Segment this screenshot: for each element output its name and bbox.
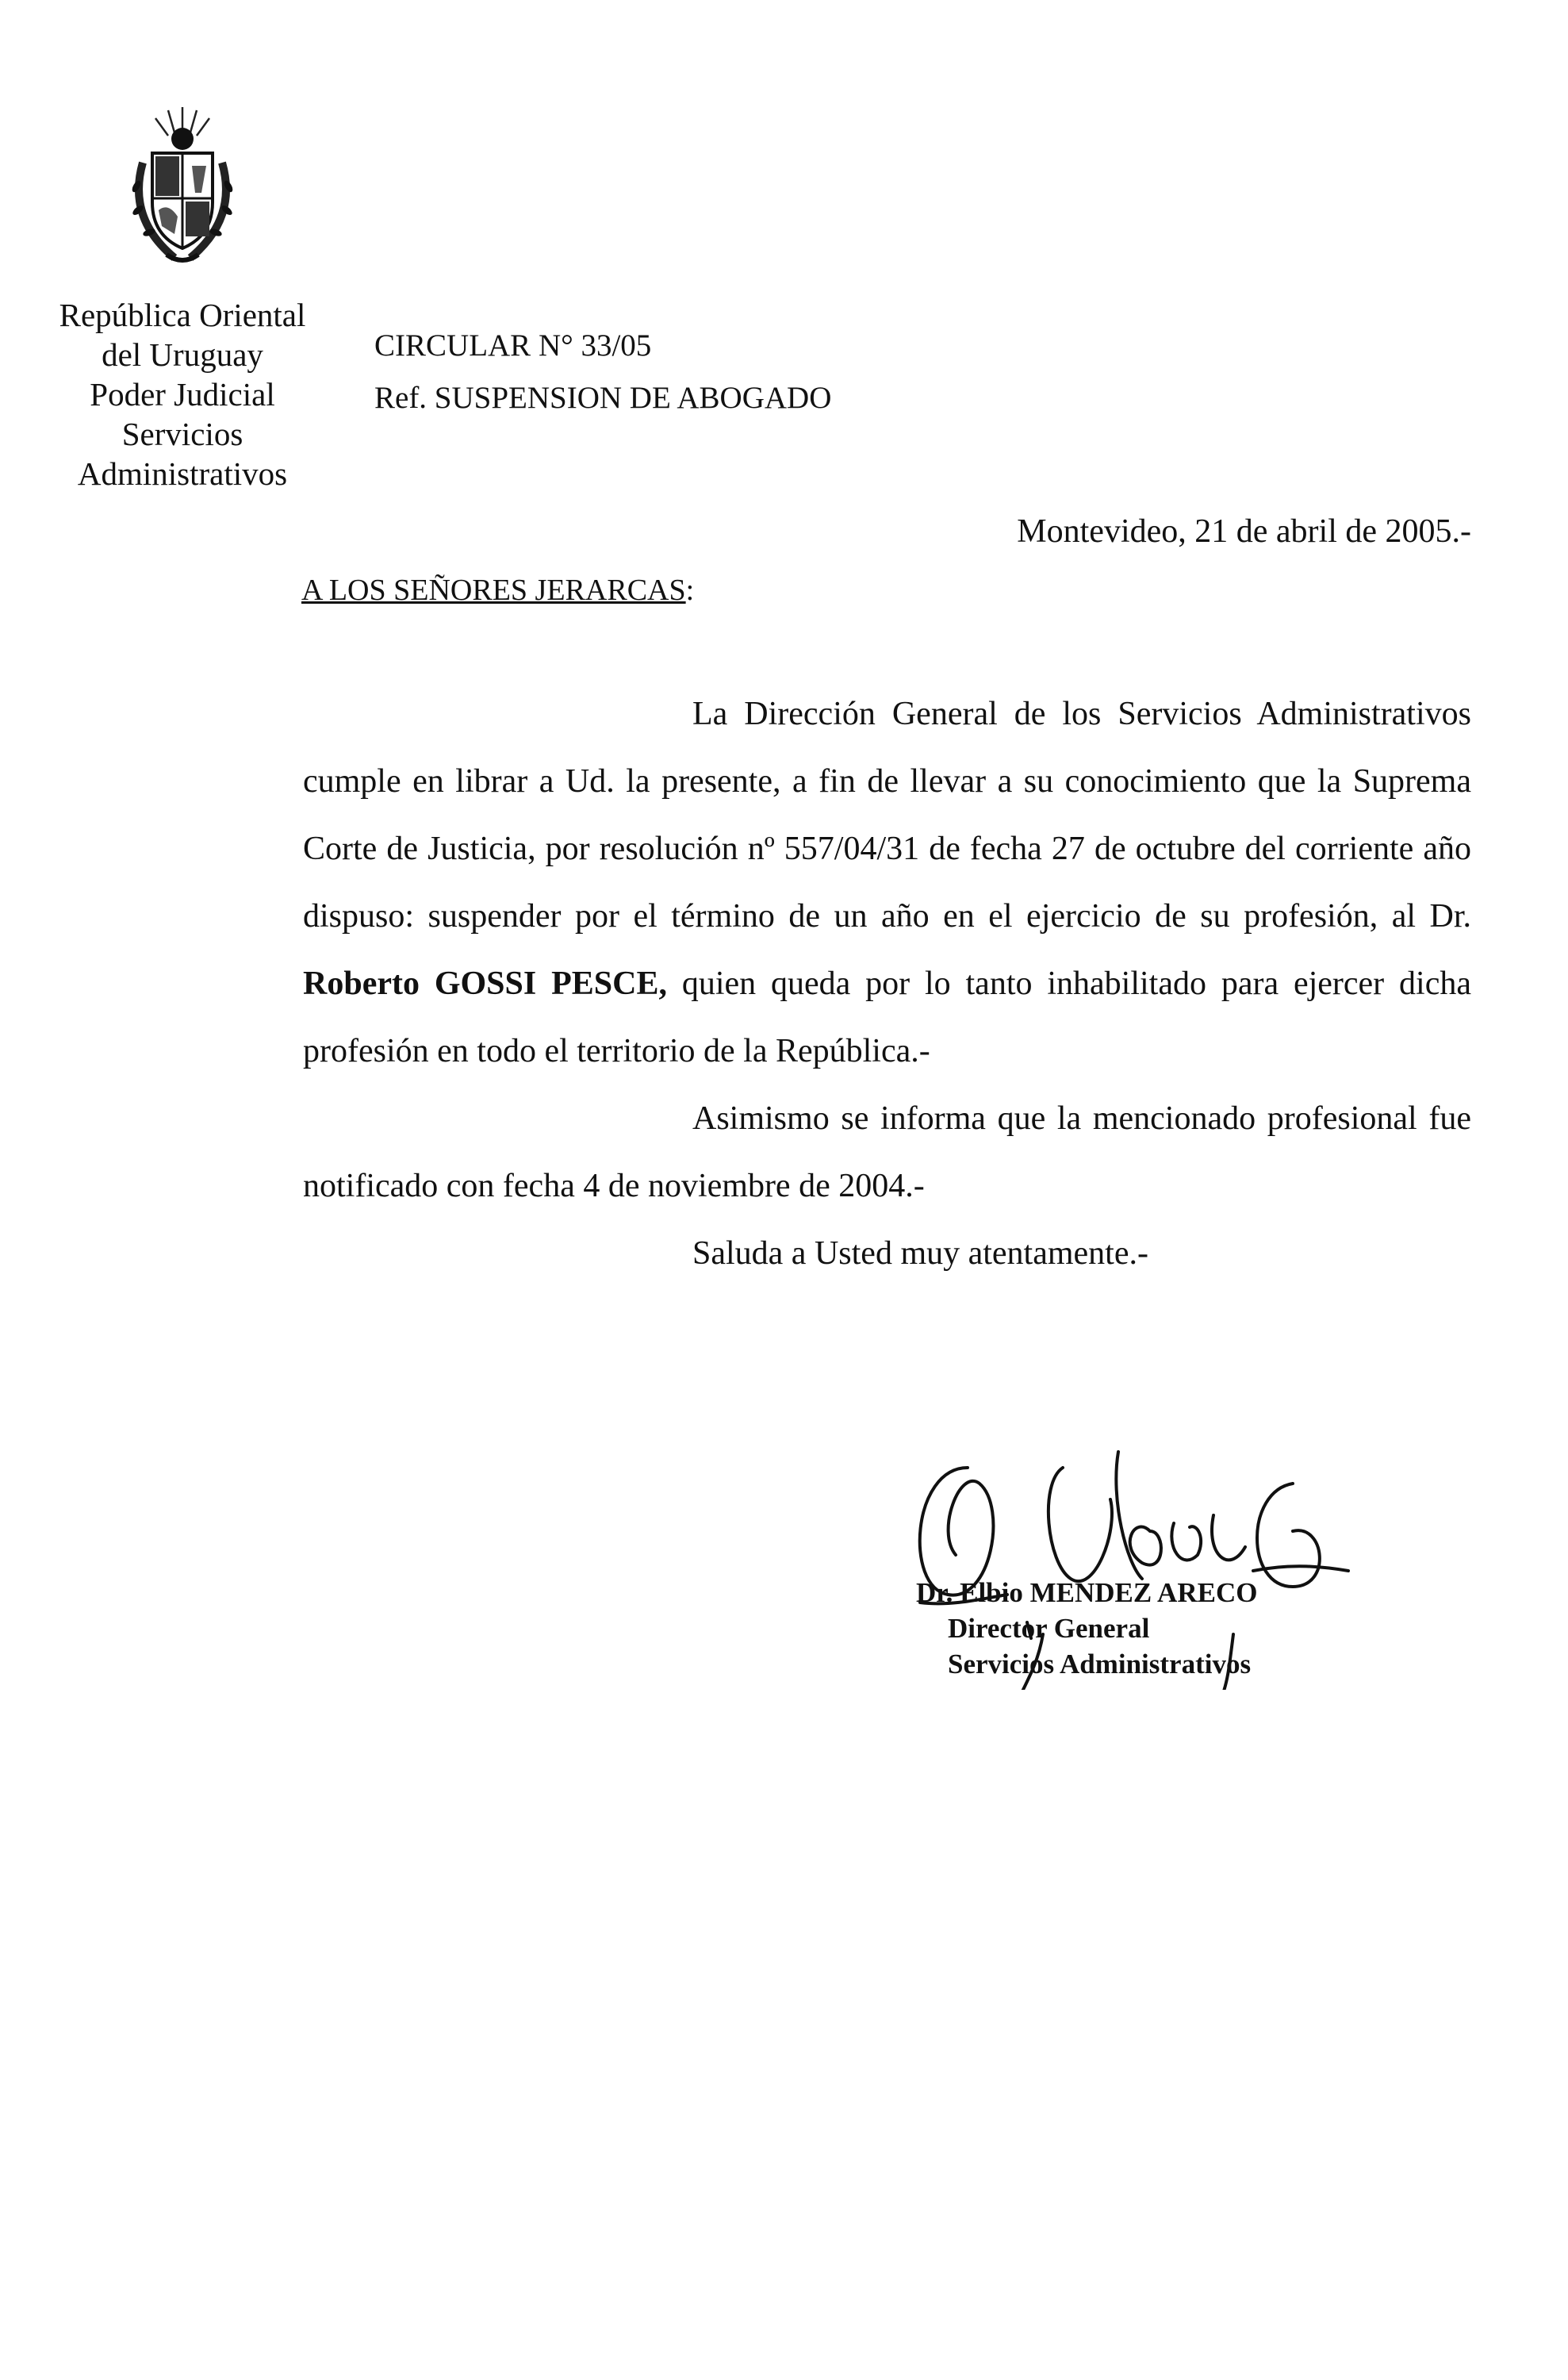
letter-body [303, 681, 1471, 1288]
body-text: La Dirección General de los Servicios Administrativos cumple en librar a Ud. la presente, a fin de llevar a su conocimiento que la Suprema Corte de Justicia, por resolución nº 557/04/31 de fecha 27 de octubre del corriente año dispuso: suspender por el término de un año en el ejercicio de su profesión, al Dr. [303, 696, 1471, 935]
reference-line: Ref. SUSPENSION DE ABOGADO [374, 381, 832, 415]
date-line: Montevideo, 21 de abril de 2005.- [1017, 513, 1471, 550]
addressee [301, 571, 694, 609]
institution-line: República Oriental [59, 297, 306, 333]
body-text: quien queda por lo tanto inhabilitado para ejercer dicha profesión en todo el territorio de la República.- [303, 965, 1471, 1069]
institution-line: Servicios [121, 416, 243, 452]
institution-name [48, 295, 317, 493]
signer-title: Director General [948, 1613, 1150, 1644]
signer-department: Servicios Administrativos [948, 1649, 1252, 1679]
signer-name: Dr. Elbio MENDEZ ARECO [916, 1577, 1258, 1608]
body-paragraph-1 [303, 681, 1471, 1085]
suspended-lawyer-name: Roberto GOSSI PESCE, [303, 965, 667, 1002]
signer-block [916, 1575, 1257, 1682]
body-paragraph-2: Asimismo se informa que la mencionado profesional fue notificado con fecha 4 de noviembre de 2004.- [303, 1100, 1471, 1204]
addressee-colon: : [685, 574, 695, 607]
addressee-label: A LOS SEÑORES JERARCAS [301, 574, 686, 607]
circular-number: CIRCULAR N° 33/05 [374, 328, 652, 363]
institution-line: Poder Judicial [90, 376, 275, 413]
institution-line: Administrativos [77, 455, 288, 492]
closing-line: Saluda a Usted muy atentamente.- [692, 1235, 1148, 1272]
institution-line: del Uruguay [102, 336, 263, 373]
coat-of-arms-seal-icon [119, 99, 246, 274]
